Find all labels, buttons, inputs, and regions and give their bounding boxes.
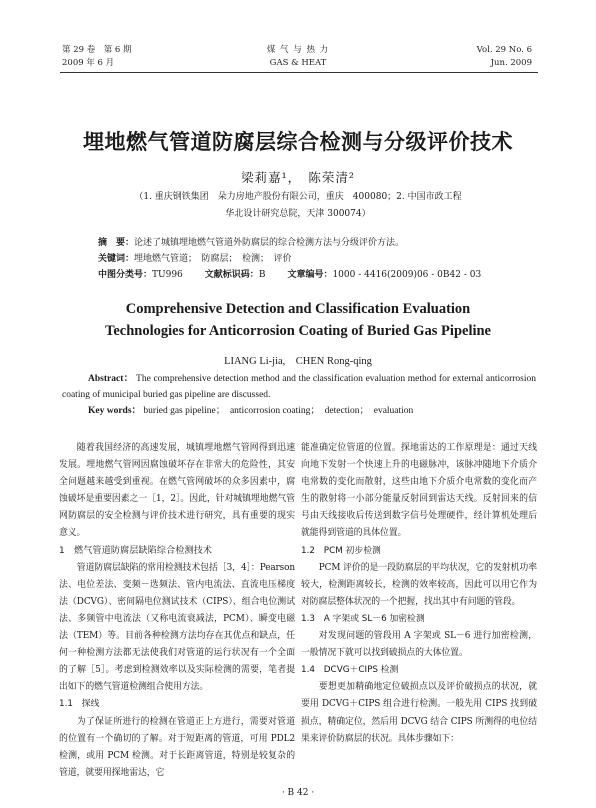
doc-code-value: B xyxy=(258,270,266,280)
issue-date: 2009 年 6 月 xyxy=(62,58,115,68)
article-title: 埋地燃气管道防腐层综合检测与分级评价技术 xyxy=(83,129,513,154)
body-paragraph: 为了保证所进行的检测在管道正上方进行，需要对管道的位置有一个确切的了解。对于短距离的管道，可用 PDL2 检测，或用 PCM 检测。对于长距离管道，特别是较复杂的管道，就要用探地雷达，它 xyxy=(59,716,295,778)
subsection-heading-1-3: 1.3 A 字架或 SL－6 加密检测 xyxy=(301,613,425,624)
english-abstract-label: Abstract： xyxy=(88,374,134,384)
affiliation-line-2: 华北设计研究总院，天津 300074） xyxy=(225,209,371,219)
clc-value: TU996 xyxy=(152,270,183,280)
subsection-heading-1-1: 1.1 探线 xyxy=(59,699,100,710)
page-number: · B 42 · xyxy=(281,788,315,798)
article-authors: 梁莉嘉¹， 陈荣清² xyxy=(241,170,355,185)
abstract-cn-text: 论述了城镇埋地燃气管道外防腐层的综合检测方法与分级评价方法。 xyxy=(134,238,405,248)
affiliation-line-1: （1. 重庆钢铁集团 朵力房地产股份有限公司，重庆 400080；2. 中国市政工程 xyxy=(134,192,462,202)
abstract-cn-label: 摘 要： xyxy=(98,238,135,248)
english-abstract xyxy=(62,371,536,403)
body-column-right xyxy=(301,440,537,748)
body-paragraph: 要想更加精确地定位破损点以及评价破损点的状况，就要用 DCVG＋CIPS 组合进行检测。一般先用 CIPS 找到破损点，精确定位，然后用 DCVG 结合 CIPS 所测得的电位结果来评价防腐层的状况。具体步骤如下： xyxy=(301,682,537,744)
english-title-line-2: Technologies for Anticorrosion Coating of Buried Gas Pipeline xyxy=(104,323,491,339)
body-paragraph: 能准确定位管道的位置。探地雷达的工作原理是：通过天线向地下发射一个快速上升的电磁脉冲，该脉冲随地下介质介电常数的变化而散射，这些由地下介质介电常数的变化而产生的散射将一小部分能量反射回到雷达天线。反射回来的信号由天线接收后传送到数字信号处理硬件，经计算机处理后就能得到管道的具体位置。 xyxy=(301,443,537,539)
volume-issue-en: Vol. 29 No. 6 xyxy=(476,45,532,55)
article-number-label: 文章编号： xyxy=(287,270,333,280)
doc-code-label: 文献标识码： xyxy=(204,270,259,280)
journal-name-cn: 煤 气 与 热 力 xyxy=(266,45,330,55)
keywords-cn-label: 关键词： xyxy=(98,254,135,264)
body-paragraph: 管道防腐层缺陷的常用检测技术包括［3，4］：Pearson 法、电位差法、变频－选频法、管内电流法、直流电压梯度法（DCVG）、密间隔电位测试技术（CIPS）、组合电位测试法、多频管中电流法（又称电流衰减法，PCM）、瞬变电磁法（TEM）等。目前各种检测方法均存在其优点和缺点，任何一种检测方法都无法使我们对管道的运行状况有一个全面的了解［5］。考虑到检测效率以及实际检测的需要，笔者提出如下的燃气管道检测组合使用方法。 xyxy=(59,562,295,693)
volume-issue: 第 29 卷 第 6 期 xyxy=(62,45,132,55)
body-column-left xyxy=(59,440,295,782)
article-number-value: 1000 - 4416(2009)06 - 0B42 - 03 xyxy=(332,270,482,280)
english-keywords-text: buried gas pipeline； anticorrosion coating； detection； evaluation xyxy=(143,406,414,416)
english-keywords xyxy=(88,404,538,418)
journal-volume-info-en xyxy=(477,44,532,70)
author-affiliation xyxy=(0,189,596,223)
issue-date-en: Jun. 2009 xyxy=(490,58,532,68)
english-abstract-text: The comprehensive detection method and the classification evaluation method for external anticorrosion coating of municipal buried gas pipeline are discussed. xyxy=(62,374,537,400)
body-paragraph: 随着我国经济的高速发展，城镇埋地燃气管网得到迅速发展。埋地燃气管网因腐蚀破坏存在非常大的危险性，其安全问题越来越受到重视。在燃气管网破坏的众多因素中，腐蚀破坏是重要因素之一［1，2］。因此，针对城镇埋地燃气管网防腐层的安全检测与评价技术进行研究，具有重要的现实意义。 xyxy=(59,443,295,539)
body-paragraph: 对发现问题的管段用 A 字架或 SL－6 进行加密检测，一般情况下就可以找到破损点的大体位置。 xyxy=(301,631,537,659)
english-keywords-label: Key words： xyxy=(88,406,142,416)
subsection-heading-1-4: 1.4 DCVG＋CIPS 检测 xyxy=(301,665,399,676)
abstract-cn xyxy=(98,236,404,250)
header-rule xyxy=(60,72,538,73)
clc-label: 中图分类号： xyxy=(98,270,153,280)
section-heading-1: 1 燃气管道防腐层缺陷综合检测技术 xyxy=(59,545,213,556)
english-title-line-1: Comprehensive Detection and Classification Evaluation xyxy=(125,301,471,317)
journal-name-en: GAS & HEAT xyxy=(269,58,327,68)
keywords-cn-text: 埋地燃气管道； 防腐层； 检测； 评价 xyxy=(134,254,292,264)
body-paragraph: PCM 评价的是一段防腐层的平均状况，它的发射机功率较大，检测距离较长，检测的效率较高，因此可以用它作为对防腐层整体状况的一个把握，找出其中有问题的管段。 xyxy=(301,562,537,607)
keywords-cn xyxy=(98,252,292,266)
subsection-heading-1-2: 1.2 PCM 初步检测 xyxy=(301,545,381,556)
english-authors: LIANG Li-jia, CHEN Rong-qing xyxy=(224,356,372,367)
classification-info xyxy=(98,268,481,282)
